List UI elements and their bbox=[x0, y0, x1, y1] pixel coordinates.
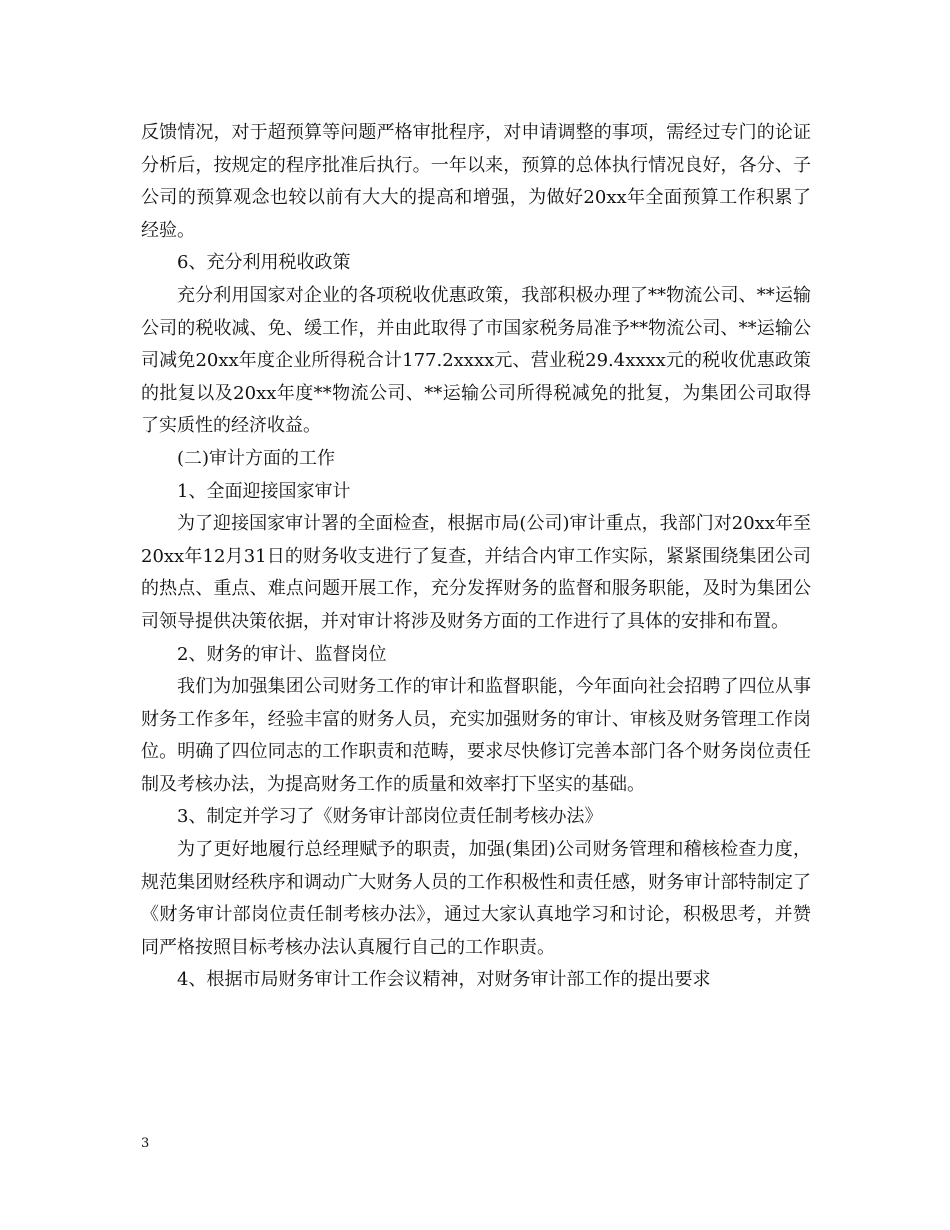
document-body bbox=[141, 117, 811, 997]
paragraph-audit-supervision-posts: 我们为加强集团公司财务工作的审计和监督职能，今年面向社会招聘了四位从事财务工作多年，经验丰富的财务人员，充实加强财务的审计、审核及财务管理工作岗位。明确了四位同志的工作职责和范畴，要求尽快修订完善本部门各个财务岗位责任制及考核办法，为提高财务工作的质量和效率打下坚实的基础。 bbox=[141, 676, 811, 795]
paragraph-tax-policy: 充分利用国家对企业的各项税收优惠政策，我部积极办理了**物流公司、**运输公司的税收减、免、缓工作，并由此取得了市国家税务局准予**物流公司、**运输公司减免20xx年度企业所得税合计177.2xxxx元、营业税29.4xxxx元的税收优惠政策的批复以及20xx年度**物流公司、**运输公司所得税减免的批复，为集团公司取得了实质性的经济收益。 bbox=[141, 284, 811, 437]
page-number: 3 bbox=[141, 1136, 150, 1151]
heading-meeting-requirements: 4、根据市局财务审计工作会议精神，对财务审计部工作的提出要求 bbox=[177, 969, 711, 991]
heading-audit-work: (二)审计方面的工作 bbox=[177, 447, 336, 469]
paragraph-national-audit: 为了迎接国家审计署的全面检查，根据市局(公司)审计重点，我部门对20xx年至20xx年12月31日的财务收支进行了复查，并结合内审工作实际，紧紧围绕集团公司的热点、重点、难点问题开展工作，充分发挥财务的监督和服务职能，及时为集团公司领导提供决策依据，并对审计将涉及财务方面的工作进行了具体的安排和布置。 bbox=[141, 513, 811, 632]
heading-national-audit: 1、全面迎接国家审计 bbox=[177, 480, 351, 502]
paragraph-assessment-measures: 为了更好地履行总经理赋予的职责，加强(集团)公司财务管理和稽核检查力度，规范集团财经秩序和调动广大财务人员的工作积极性和责任感，财务审计部特制定了《财务审计部岗位责任制考核办法》，通过大家认真地学习和讨论，积极思考，并赞同严格按照目标考核办法认真履行自己的工作职责。 bbox=[141, 839, 811, 958]
heading-audit-supervision-posts: 2、财务的审计、监督岗位 bbox=[177, 643, 387, 665]
paragraph-budget-feedback: 反馈情况，对于超预算等问题严格审批程序，对申请调整的事项，需经过专门的论证分析后，按规定的程序批准后执行。一年以来，预算的总体执行情况良好，各分、子公司的预算观念也较以前有大大的提高和增强，为做好20xx年全面预算工作积累了经验。 bbox=[141, 122, 811, 241]
heading-assessment-measures: 3、制定并学习了《财务审计部岗位责任制考核办法》 bbox=[177, 806, 603, 828]
heading-tax-policy: 6、充分利用税收政策 bbox=[177, 252, 351, 274]
